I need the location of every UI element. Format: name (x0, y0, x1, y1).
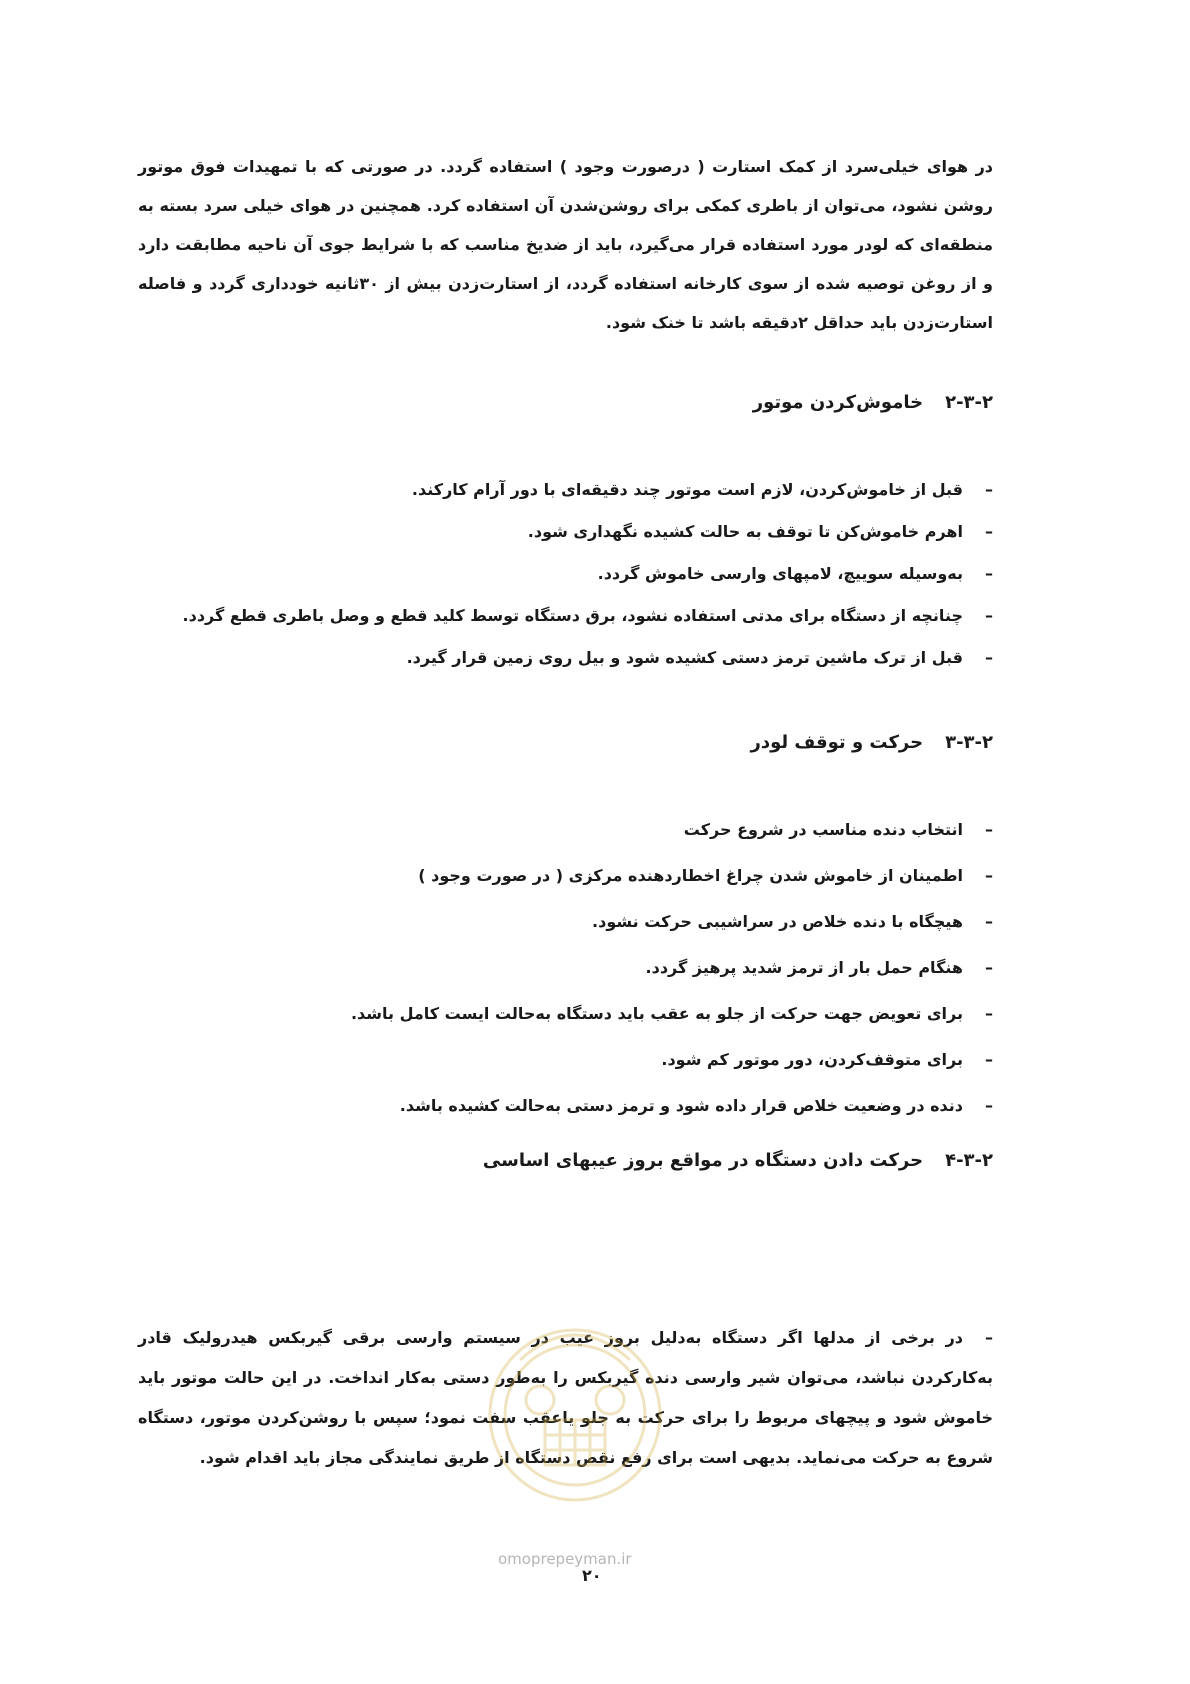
list-item: –اهرم خاموش‌کن تا توقف به حالت کشیده نگهداری شود. (183, 511, 993, 553)
section-heading-emergency-movement (483, 1150, 993, 1171)
bullet-dash: – (985, 820, 993, 839)
section-title: حرکت دادن دستگاه در مواقع بروز عیبهای اساسی (482, 1150, 924, 1171)
bullet-dash: – (985, 1096, 993, 1115)
list-item: –قبل از ترک ماشین ترمز دستی کشیده شود و بیل روی زمین قرار گیرد. (183, 637, 993, 679)
emergency-movement-paragraph: –در برخی از مدلها اگر دستگاه به‌دلیل بروز عیب در سیستم وارسی برقی گیربکس هیدرولیک قادر به‌کارکردن نباشد، می‌توان شیر وارسی دنده گیربکس را به‌طور دستی به‌کار انداخت. در این حالت موتور باید خاموش شود و پیچهای مربوط را برای حرکت به جلو یاعقب سفت نمود؛ سپس با روشن‌کردن موتور، دستگاه شروع به حرکت می‌نماید. بدیهی است برای رفع نقص دستگاه از طریق نمایندگی مجاز باید اقدام شود. (138, 1318, 993, 1478)
bullet-dash: – (985, 958, 993, 977)
list-item: –برای تعویض جهت حرکت از جلو به عقب باید دستگاه به‌حالت ایست کامل باشد. (351, 991, 993, 1037)
section-number: ۴-۳-۲ (945, 1150, 993, 1171)
bullet-dash: – (985, 522, 993, 541)
engine-shutdown-list (183, 469, 993, 679)
list-item: –چنانچه از دستگاه برای مدتی استفاده نشود، برق دستگاه توسط کلید قطع و وصل باطری قطع گردد. (183, 595, 993, 637)
intro-paragraph: در هوای خیلی‌سرد از کمک استارت ( درصورت وجود ) استفاده گردد. در صورتی که با تمهیدات فوق موتور روشن نشود، می‌توان از باطری کمکی برای روشن‌شدن آن استفاده کرد. همچنین در هوای خیلی سرد بسته به منطقه‌ای که لودر مورد استفاده قرار می‌گیرد، باید از ضدیخ مناسب که با شرایط جوی آن ناحیه مطابقت دارد و از روغن توصیه شده از سوی کارخانه استفاده گردد، از استارت‌زدن بیش از ۳۰ثانیه خودداری گردد و فاصله استارت‌زدن باید حداقل ۲دقیقه باشد تا خنک شود. (138, 157, 994, 332)
list-item: –انتخاب دنده مناسب در شروع حرکت (351, 807, 993, 853)
loader-movement-list (351, 807, 993, 1129)
bullet-dash: – (985, 912, 993, 931)
list-item: –قبل از خاموش‌کردن، لازم است موتور چند دقیقه‌ای با دور آرام کارکند. (183, 469, 993, 511)
bullet-dash: – (985, 866, 993, 885)
publisher-seal-icon (480, 1300, 670, 1530)
section-number: ۲-۳-۲ (945, 392, 993, 413)
list-item: –به‌وسیله سوییچ، لامپهای وارسی خاموش گردد. (183, 553, 993, 595)
list-item: –برای متوقف‌کردن، دور موتور کم شود. (351, 1037, 993, 1083)
section-heading-engine-shutdown (753, 392, 993, 413)
list-item: –هنگام حمل بار از ترمز شدید پرهیز گردد. (351, 945, 993, 991)
bullet-dash: – (985, 606, 993, 625)
section-heading-loader-movement (751, 732, 994, 753)
section-number: ۳-۳-۲ (945, 732, 993, 753)
bullet-dash: – (985, 564, 993, 583)
bullet-dash: – (985, 1004, 993, 1023)
section-title: حرکت و توقف لودر (750, 732, 924, 753)
list-item: –دنده در وضعیت خلاص قرار داده شود و ترمز دستی به‌حالت کشیده باشد. (351, 1083, 993, 1129)
list-item: –اطمینان از خاموش شدن چراغ اخطاردهنده مرکزی ( در صورت وجود ) (351, 853, 993, 899)
bullet-dash: – (985, 1328, 993, 1347)
bullet-dash: – (985, 480, 993, 499)
watermark-url: omoprepeyman.ir (498, 1550, 632, 1568)
bullet-dash: – (985, 1050, 993, 1069)
page-number: ۲۰ (582, 1566, 602, 1585)
bullet-dash: – (985, 648, 993, 667)
section-title: خاموش‌کردن موتور (752, 392, 924, 413)
list-item: –هیچگاه با دنده خلاص در سراشیبی حرکت نشود. (351, 899, 993, 945)
